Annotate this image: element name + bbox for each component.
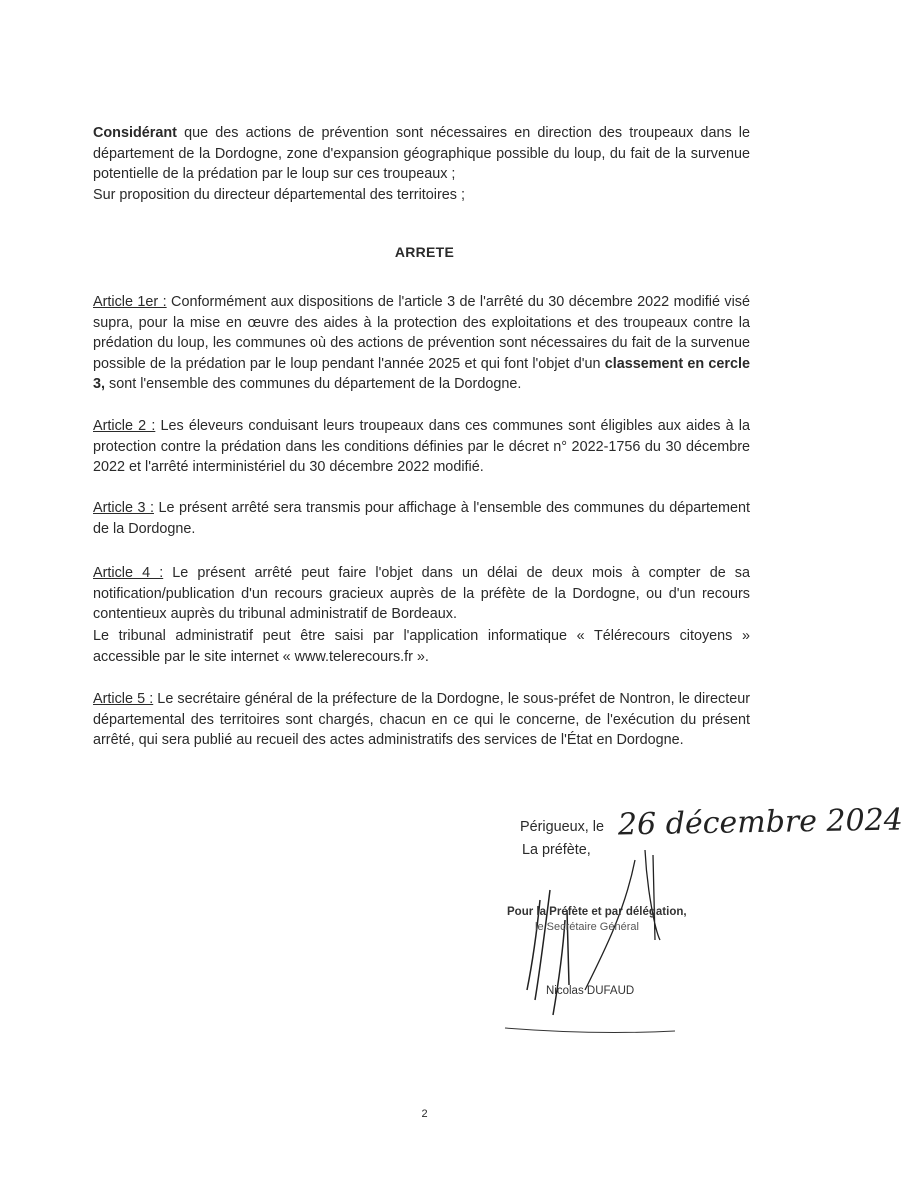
article-1-text-a: Conformément aux dispositions de l'article 3 de l'arrêté du 30 décembre 2022 modifié visé supra, pour la mise en œuvre des aides à la protection des exploitations et des troupeaux contre la prédation du loup, les communes où des actions de prévention sont nécessaires du fait de la survenue possible de la prédation par le loup pendant l'année 2025 et qui font l'objet d'un [93, 294, 750, 372]
considerant-keyword: Considérant [93, 125, 177, 141]
article-2-text: Les éleveurs conduisant leurs troupeaux dans ces communes sont éligibles aux aides à la protection contre la prédation dans les conditions définies par le décret n° 2022-1756 du 30 décembre 2022 et l'arrêté interministériel du 30 décembre 2022 modifié. [93, 418, 750, 476]
signer-name: Nicolas DUFAUD [546, 985, 635, 997]
article-3-text: Le présent arrêté sera transmis pour affichage à l'ensemble des communes du département de la Dordogne. [93, 500, 750, 537]
stamp-title: le Secrétaire Général [535, 921, 639, 933]
article-4-paragraph-2: Le tribunal administratif peut être saisi par l'application informatique « Télérecours citoyens » accessible par le site internet « www.telerecours.fr ». [93, 628, 750, 665]
signature-role: La préfète, [522, 842, 591, 858]
article-2 [93, 416, 750, 478]
article-1-text-b: sont l'ensemble des communes du département de la Dordogne. [105, 376, 522, 393]
considerant-text: que des actions de prévention sont nécessaires en direction des troupeaux dans le département de la Dordogne, zone d'expansion géographique possible du loup, du fait de la survenue potentielle de la prédation par le loup sur ces troupeaux ; [93, 125, 750, 183]
handwritten-signature [495, 850, 685, 1040]
article-1-bold: classement en cercle 3, [93, 355, 750, 393]
article-5-label: Article 5 : [93, 691, 154, 707]
stamp-delegation: Pour la Préfète et par délégation, [507, 906, 687, 918]
signature-place: Périgueux, le [520, 819, 604, 835]
article-5 [93, 689, 750, 751]
considerant-paragraph [93, 123, 750, 185]
article-3 [93, 498, 750, 539]
article-1-label: Article 1er : [93, 294, 167, 310]
proposition-paragraph: Sur proposition du directeur départemental des territoires ; [93, 187, 465, 203]
article-4 [93, 563, 750, 625]
handwritten-date: 26 décembre 2024 [617, 802, 903, 843]
article-3-label: Article 3 : [93, 500, 154, 516]
page-number: 2 [421, 1108, 428, 1120]
article-4-label: Article 4 : [93, 565, 164, 581]
article-5-text: Le secrétaire général de la préfecture de la Dordogne, le sous-préfet de Nontron, le directeur départemental des territoires sont chargés, chacun en ce qui le concerne, de l'exécution du présent arrêté, qui sera publié au recueil des actes administratifs des services de l'État en Dordogne. [93, 691, 750, 749]
article-2-label: Article 2 : [93, 418, 156, 434]
decree-heading: ARRETE [394, 244, 455, 260]
article-4-text: Le présent arrêté peut faire l'objet dans un délai de deux mois à compter de sa notification/publication d'un recours gracieux auprès de la préfète de la Dordogne, ou d'un recours contentieux auprès du tribunal administratif de Bordeaux. [93, 565, 750, 623]
article-1 [93, 292, 750, 395]
